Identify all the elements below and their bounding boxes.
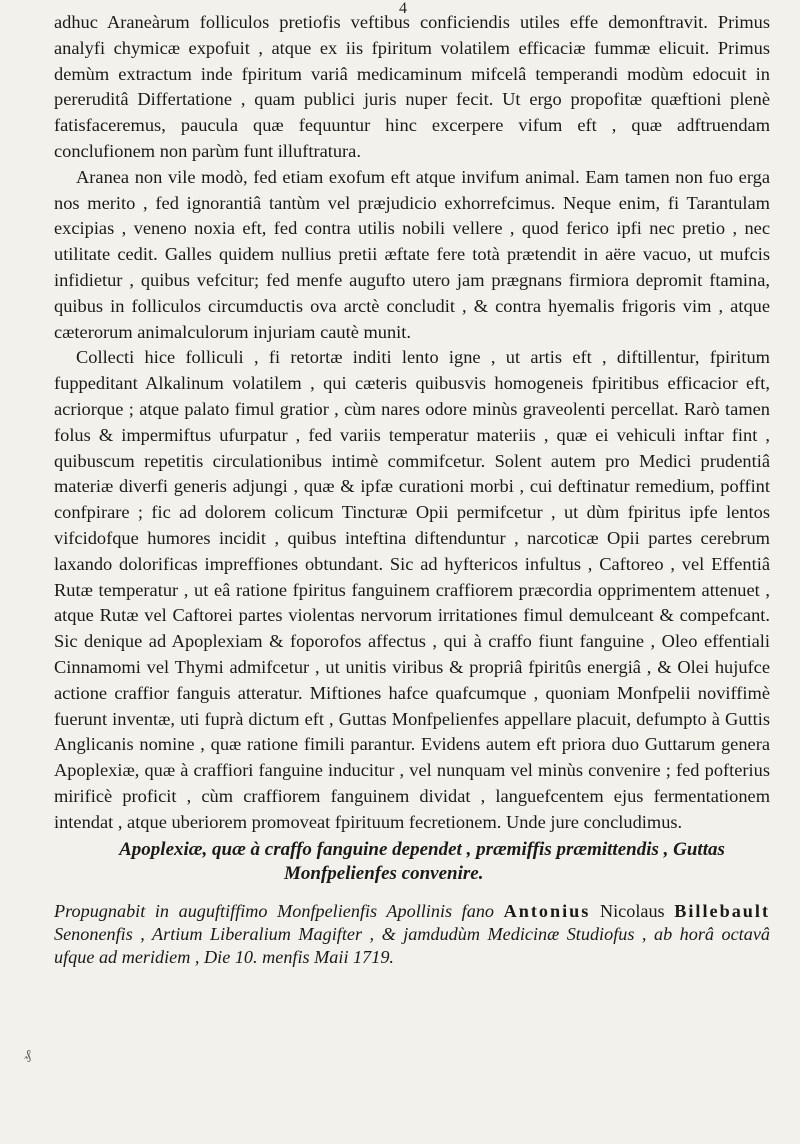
header-ornament: 4 — [399, 0, 407, 17]
defense-text-3: menfis Maii 171 — [262, 946, 381, 967]
conclusion-line-2: Monfpelienfes convenire. — [284, 862, 484, 884]
defense-year-end: 9. — [380, 946, 394, 967]
paragraph-collecti: Collecti hice folliculi , fi retortæ inditi lento igne , ut artis eft , diftillentur, fpiritum fuppeditant Alkalinum volatilem , qui cæteris quibusvis homogeneis fpiritibus efficacior eft, acriorque ; atque palato fimul gratior , cùm nares odore minùs graveolenti percellat. Rarò tamen folus & impermiftus ufurpatur , fed variis temperatur materiis , quæ ei vehiculi inftar fint , quibuscum repetitis circulationibus intimè commifcetur. Solent autem pro Medici prudentiâ materiæ diverfi generis adjungi , quæ & ipfæ curationi morbi , cui deftinatur remedium, poffint confpirare ; fic ad dolorem colicum Tincturæ Opii permifcetur , ut dùm fpiritus ipfe lentos vifcidofque humores incidit , quibus inteftina diftenduntur , narcoticæ Opii partes cerebrum laxando dolorificas impreffiones obtundant. Sic ad hyftericos infultus , Caftoreo , vel Effentiâ Rutæ temperatur , ut eâ ratione fpiritus fanguinem craffiorem præcordia opprimentem attenuet , atque Rutæ vel Caftorei partes violentas nervorum irritationes fimul demulceant & compefcant. Sic denique ad Apoplexiam & foporofos affectus , qui à craffo fiunt fanguine , Oleo effentiali Cinnamomi vel Thymi admifcetur , ut unitis viribus & propriâ fpiritûs energiâ , & Olei hujufce actione craffior fanguis atteratur. Miftiones hafce quafcumque , quoniam Monfpelii noviffimè fuerunt inventæ, uti fuprà dictum eft , Guttas Monfpelienfes appellare placuit, defumpto à Guttis Anglicanis nomine , quæ ratione fimili parantur. Evidens autem eft priora duo Guttarum genera Apoplexiæ, quæ à craffiori fanguine inducitur , vel nunquam vel minùs convenire ; fed pofterius mirificè proficit , cùm craffiorem fanguinem dividat , languefcentem ejus fermentationem intendat , atque uberiorem promoveat fpirituum fecretionem. Unde jure concludimus. — [54, 347, 770, 832]
defender-second-name: Nicolaus — [599, 900, 665, 921]
defense-notice — [54, 900, 770, 969]
defender-surname: Billebault — [674, 900, 771, 921]
conclusion-statement — [54, 838, 770, 886]
defense-text-1: Propugnabit in auguftiffimo Monfpelienfis Apollinis fano — [54, 900, 495, 921]
defense-text-2: Senonenfis , Artium Liberalium Magifter , & jamdudùm Medicinæ Studiofus , ab horâ octavâ ufque ad meridiem , Die — [54, 923, 770, 967]
paragraph-aranea: Aranea non vile modò, fed etiam exofum eft atque invifum animal. Eam tamen non fuo erga nos merito , fed ignorantiâ tantùm vel præjudicio exhorrefcimus. Neque enim, fi Tarantulam excipias , veneno noxia eft, fed contra utilis nobili vellere , quod ferico ipfi nec pretio , nec utilitate cedit. Galles quidem nullius pretii æftate fere totà prætendit in aëre vacuo, ut mufcis infidietur , quibus vefcitur; fed menfe augufto utero jam prægnans firmiora depromit ftamina, quibus in folliculos circumductis ova arctè concludit , & contra hyemalis frigoris vim , atque cæterorum animalculorum injuriam cautè munit. — [54, 166, 770, 342]
paragraph-intro: adhuc Araneàrum folliculos pretiofis veftibus conficiendis utiles effe demonftravit. Primus analyfi chymicæ expofuit , atque ex iis fpiritum volatilem efficaciæ fummæ elicuit. Primus demùm extractum inde fpiritum variâ medicaminum mifcelâ temperandi modùm edocuit in pereruditâ Differtatione , quam publici juris nuper fecit. Ut ergo propofitæ quæftioni plenè fatisfaceremus, paucula quæ fequuntur hinc excerpere vifum eft , quæ adftruendam conclufionem non parùm funt illuftratura. — [54, 12, 770, 161]
margin-mark: ₰ — [24, 1048, 31, 1063]
conclusion-line-1: Apoplexiæ, quæ à craffo fanguine dependet , præmiffis præmittendis , Guttas — [119, 838, 725, 860]
defender-first-name: Antonius — [503, 900, 591, 921]
defense-day: 10. — [234, 946, 258, 967]
